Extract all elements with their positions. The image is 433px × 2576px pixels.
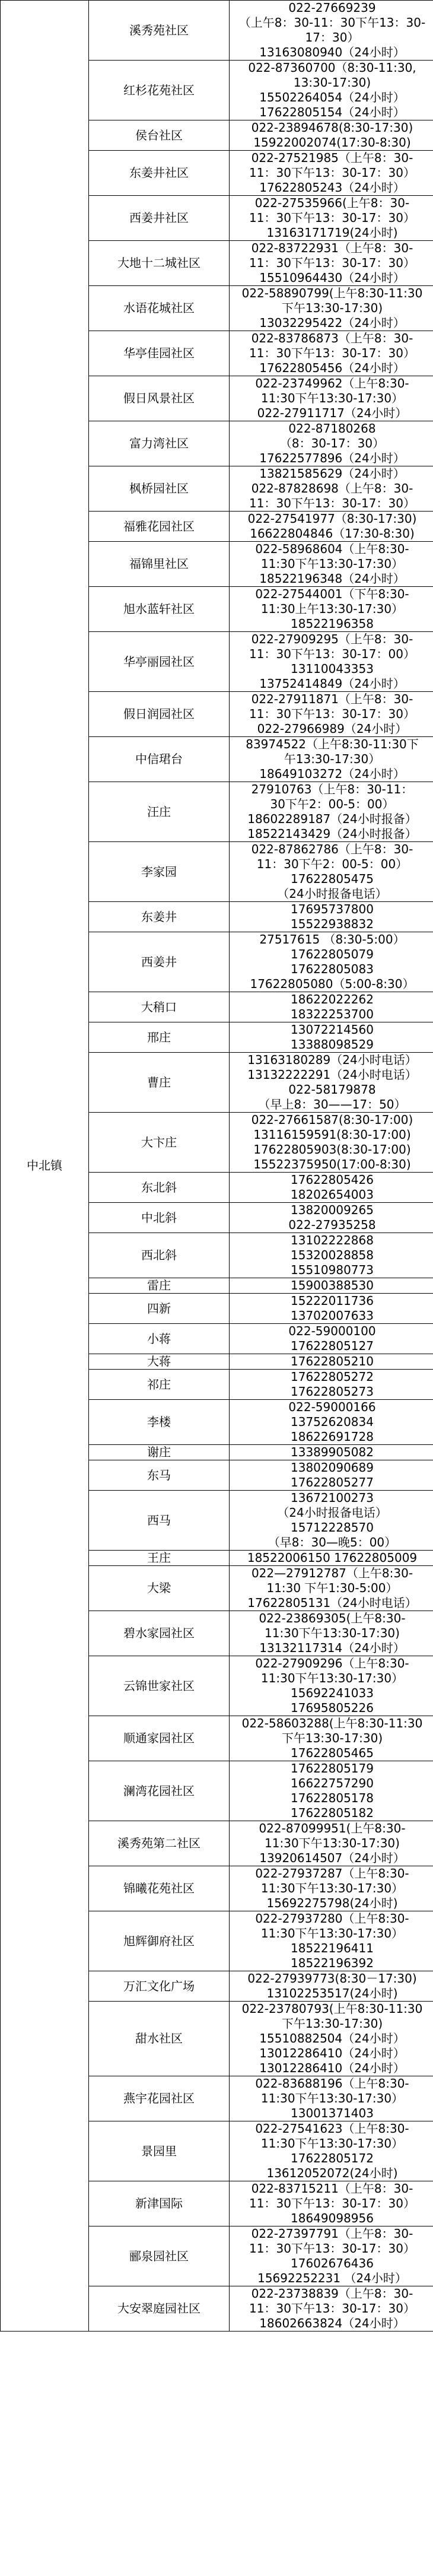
community-name-cell: 大安翠庭园社区: [89, 2286, 230, 2332]
contact-line: 18602289187（24小时报备）: [247, 812, 417, 826]
contact-line: 17622577896（24小时）: [259, 451, 405, 465]
community-name-cell: 郦泉园社区: [89, 2226, 230, 2286]
contact-phone-cell: [230, 842, 433, 902]
contact-phone-cell: [230, 1, 433, 61]
contact-line: 15222011736: [291, 1294, 374, 1308]
contact-line: 022-27935258: [288, 1218, 376, 1232]
contact-line: 022-23738839（上午8：30-: [251, 2286, 413, 2301]
community-name-cell: 景园里: [89, 2121, 230, 2181]
contact-line: 022-87180268: [288, 421, 376, 436]
contact-line: （24小时报备电话）: [277, 1505, 387, 1520]
contact-line: 17622805475: [291, 872, 374, 886]
contact-line: 18522143429（24小时报备）: [247, 827, 417, 841]
contact-line: 17622805154（24小时）: [259, 105, 405, 119]
contact-line: 022-23869305(上午8:30-: [259, 1611, 406, 1625]
contact-phone-cell: [230, 1460, 433, 1491]
contact-line: 18202654003: [291, 1187, 374, 1202]
contact-line: 15510882504（24小时）: [259, 2031, 405, 2045]
contact-line: 18622691728: [291, 1430, 374, 1444]
contact-line: 30下午2：00-5：00）: [270, 797, 394, 811]
contact-line: 11：30下午13：30-17：30）: [249, 2241, 415, 2256]
contact-phone-cell: [230, 196, 433, 241]
contact-phone-cell: [230, 241, 433, 286]
community-name-cell: 旭辉御府社区: [89, 1911, 230, 1971]
contact-line: 17622805456（24小时）: [259, 361, 405, 375]
contact-line: 11：30下午13：30-17：30）: [249, 2301, 415, 2315]
community-name-cell: 新津国际: [89, 2181, 230, 2226]
contact-line: 18602663824（24小时）: [259, 2316, 405, 2330]
contact-phone-cell: [230, 1911, 433, 1971]
contact-line: 022-87862786（上午8：30-: [251, 842, 413, 856]
contact-phone-cell: [230, 782, 433, 842]
community-name-cell: 云锦世家社区: [89, 1656, 230, 1716]
contact-line: 13820009265: [291, 1203, 374, 1217]
contact-line: 13:30-17:30): [293, 75, 371, 90]
contact-phone-cell: [230, 1324, 433, 1354]
contact-line: 11：30下午13：30-17：30）: [249, 256, 415, 270]
community-name-cell: 红杉花苑社区: [89, 61, 230, 120]
community-name-cell: 东姜井: [89, 902, 230, 932]
contact-phone-cell: [230, 1294, 433, 1324]
contact-line: 022-27521985（上午8：30-: [251, 151, 413, 165]
contact-line: 17622805272: [291, 1370, 374, 1384]
community-name-cell: 祁庄: [89, 1370, 230, 1400]
contact-line: 15922002074(17:30-8:30): [253, 135, 411, 150]
contact-line: 15502264054（24小时）: [259, 90, 405, 104]
contact-line: 13110043353: [291, 662, 374, 676]
contact-line: 17622805127: [291, 1339, 374, 1353]
contact-line: 17695805226: [291, 1701, 374, 1715]
contact-line: 13389905082: [291, 1445, 374, 1459]
contact-line: 022-58603288(上午8:30-11:30: [241, 1716, 423, 1730]
contact-line: 15510980773: [291, 1263, 374, 1277]
community-name-cell: 大梁: [89, 1566, 230, 1611]
contact-line: 022-87828698（上午8：30-: [251, 481, 413, 495]
contact-line: 022-27541623（上午8:30-: [255, 2121, 409, 2136]
contact-line: 13072214560: [291, 1022, 374, 1037]
contact-line: 13001371403: [291, 2106, 374, 2120]
community-name-cell: 甜水社区: [89, 2002, 230, 2076]
community-name-cell: 水语花城社区: [89, 286, 230, 331]
contact-line: 18649098956: [291, 2211, 374, 2225]
contact-line: 17622805182: [291, 1806, 374, 1820]
contact-line: 022-27966989（24小时）: [257, 722, 407, 736]
contact-line: 022-27909295（上午8：30-: [251, 632, 413, 646]
contact-line: 17：30）: [305, 30, 359, 45]
contact-phone-cell: [230, 1113, 433, 1173]
contact-line: 15712228570: [291, 1520, 374, 1535]
contact-line: 022-59000166: [288, 1400, 376, 1414]
contact-line: 13163180289（24小时电话）: [247, 1053, 417, 1067]
contact-line: 11:30上午13:30-17:30）: [260, 602, 404, 616]
contact-line: 11:30下午13:30-17:30): [265, 1626, 400, 1640]
contact-phone-cell: [230, 1278, 433, 1294]
contact-line: 022—27912787（上午8:30-: [251, 1566, 413, 1580]
contact-line: 11:30下午13:30-17:30）: [260, 2136, 404, 2151]
contact-line: 15522375950(17:00-8:30): [253, 1157, 411, 1171]
community-name-cell: 燕宇花园社区: [89, 2076, 230, 2121]
contact-line: （上午8：30-11：30下午13：30-: [238, 15, 426, 30]
contact-line: 17622805465: [291, 1746, 374, 1760]
contact-line: 午13:30-17:30）: [284, 752, 381, 766]
contact-line: 15510964430（24小时）: [259, 271, 405, 285]
contact-line: 022-27397791（上午8：30-: [251, 2226, 413, 2241]
contact-line: 13672100273: [291, 1491, 374, 1505]
contact-line: 15320028858: [291, 1248, 374, 1262]
contact-line: 022-27939773(8:30－17:30): [247, 1971, 417, 1986]
contact-phone-cell: [230, 1370, 433, 1400]
contact-line: 13388098529: [291, 1037, 374, 1052]
community-name-cell: 福雅花园社区: [89, 512, 230, 542]
contact-line: 022-23894678(8:30-17:30): [251, 120, 413, 135]
contact-line: 13821585629（24小时）: [259, 466, 405, 481]
community-name-cell: 西姜井: [89, 932, 230, 992]
contact-line: 022-27909296（上午8:30-: [255, 1656, 409, 1670]
contact-line: 022-83688196（上午8:30-: [255, 2076, 409, 2091]
contact-line: 11：30下午2：00-5：00）: [256, 857, 408, 871]
contact-phone-cell: [230, 1354, 433, 1370]
contact-line: 11:30下午13:30-17:30）: [260, 391, 404, 405]
contact-phone-cell: [230, 331, 433, 376]
community-name-cell: 假日风景社区: [89, 376, 230, 421]
community-name-cell: 碧水家园社区: [89, 1611, 230, 1656]
community-name-cell: 枫桥园社区: [89, 466, 230, 512]
contact-phone-cell: [230, 1445, 433, 1460]
contact-line: 11：30下午13：30-17：30）: [249, 346, 415, 360]
contact-line: 13132117314（24小时）: [259, 1641, 405, 1655]
community-name-cell: 东北斜: [89, 1173, 230, 1203]
community-name-cell: 溪秀苑社区: [89, 1, 230, 61]
contact-line: 13102253517(24小时): [266, 1986, 398, 2000]
contact-line: 022-83722931（上午8：30-: [251, 241, 413, 255]
contact-line: 15692252231 （24小时）: [257, 2271, 407, 2285]
contact-line: 11:30下午13:30-17:30）: [260, 1926, 404, 1940]
community-name-cell: 大卞庄: [89, 1113, 230, 1173]
contact-phone-cell: [230, 1656, 433, 1716]
community-name-cell: 雷庄: [89, 1278, 230, 1294]
contact-line: 11：30下午13：30-17：30）: [249, 166, 415, 180]
contact-line: 18522006150 17622805009: [247, 1551, 418, 1565]
contact-line: 11:30下午13:30-17:30）: [260, 1881, 404, 1895]
contact-line: 022-27544001（下午8:30-: [255, 587, 409, 601]
contact-phone-cell: [230, 932, 433, 992]
community-name-cell: 王庄: [89, 1551, 230, 1566]
contact-phone-cell: [230, 286, 433, 331]
contact-line: 17622805080（5:00-8:30）: [250, 977, 415, 991]
contact-phone-cell: [230, 61, 433, 120]
community-name-cell: 曹庄: [89, 1053, 230, 1113]
contact-phone-cell: [230, 466, 433, 512]
contact-line: 022-58179878: [288, 1082, 376, 1097]
community-name-cell: 富力湾社区: [89, 421, 230, 466]
community-name-cell: 旭水蓝轩社区: [89, 587, 230, 632]
community-name-cell: 顺通家园社区: [89, 1716, 230, 1761]
contact-line: 18322253700: [291, 1007, 374, 1021]
contact-line: 17622805243（24小时）: [259, 180, 405, 195]
contact-phone-cell: [230, 692, 433, 737]
contact-phone-cell: [230, 120, 433, 151]
contact-line: 13702007633: [291, 1308, 374, 1323]
contact-line: 022-23780793(上午8:30-11:30: [241, 2002, 423, 2016]
contact-line: 16622757290: [291, 1776, 374, 1790]
community-name-cell: 西北斜: [89, 1233, 230, 1278]
contact-phone-cell: [230, 2002, 433, 2076]
community-name-cell: 中信珺台: [89, 737, 230, 782]
contact-line: 16622804846（17:30-8:30): [250, 526, 415, 541]
contact-line: 13612052072(24小时): [266, 2166, 398, 2180]
community-name-cell: 中北斜: [89, 1203, 230, 1233]
contact-line: 11:30下午13:30-17:30）: [260, 557, 404, 571]
contact-line: 11:30 下午1:30-5:00）: [266, 1581, 398, 1595]
contact-line: 15692241033: [291, 1686, 374, 1700]
contact-line: 18649103272（24小时）: [259, 767, 405, 781]
community-name-cell: 汪庄: [89, 782, 230, 842]
contact-line: 27910763（上午8：30-11：: [251, 782, 413, 796]
contact-line: 下午13:30-17:30): [281, 2016, 383, 2031]
contact-line: 022-27911717（24小时）: [257, 406, 407, 420]
community-name-cell: 侯台社区: [89, 120, 230, 151]
community-name-cell: 李家园: [89, 842, 230, 902]
contact-line: 022-87360700（8:30-11:30,: [248, 61, 416, 75]
contact-line: 022-27937280（上午8:30-: [255, 1911, 409, 1926]
contact-line: 13116159591(8:30-17:00): [253, 1127, 411, 1142]
contact-phone-cell: [230, 1566, 433, 1611]
community-name-cell: 小蒋: [89, 1324, 230, 1354]
contact-phone-cell: [230, 1866, 433, 1911]
contact-phone-cell: [230, 542, 433, 587]
community-name-cell: 福锦里社区: [89, 542, 230, 587]
contact-line: 15692275798(24小时): [266, 1896, 398, 1910]
table-body: [1, 1, 433, 2332]
contact-line: 15900388530: [291, 1278, 374, 1292]
contact-phone-cell: [230, 2121, 433, 2181]
contact-line: 022-83786873（上午8：30-: [251, 331, 413, 345]
contact-line: 13752620834: [291, 1415, 374, 1429]
contact-phone-cell: [230, 1971, 433, 2002]
contact-line: （8：30-17：30）: [279, 436, 385, 450]
contact-line: 17622805131（24小时电话）: [247, 1596, 417, 1610]
contact-line: 17622805079: [291, 947, 374, 961]
contact-line: 18522196411: [291, 1941, 374, 1955]
community-name-cell: 华亭佳园社区: [89, 331, 230, 376]
contact-phone-cell: [230, 2181, 433, 2226]
contact-line: 13163080940（24小时）: [259, 45, 405, 59]
contact-line: 022-27541977（8:30-17:30): [247, 512, 417, 526]
contact-phone-cell: [230, 421, 433, 466]
contact-phone-cell: [230, 1022, 433, 1053]
contact-line: 17695737800: [291, 902, 374, 916]
contact-phone-cell: [230, 2226, 433, 2286]
contact-line: 022-27669239: [288, 1, 376, 15]
contact-phone-cell: [230, 632, 433, 692]
contact-phone-cell: [230, 587, 433, 632]
contact-line: 17622805903(8:30-17:00): [253, 1142, 411, 1157]
contact-line: 17622805179: [291, 1761, 374, 1775]
contact-line: 18522196348（24小时）: [259, 571, 405, 586]
contact-phone-cell: [230, 1053, 433, 1113]
contact-phone-cell: [230, 902, 433, 932]
contact-line: 022-27937287（上午8:30-: [255, 1866, 409, 1881]
contact-line: 022-58968604（上午8:30-: [255, 542, 409, 556]
contact-phone-cell: [230, 2286, 433, 2332]
community-name-cell: 溪秀苑第二社区: [89, 1821, 230, 1866]
contact-phone-cell: [230, 2076, 433, 2121]
contact-line: 11:30下午13:30-17:30）: [260, 2091, 404, 2105]
contact-line: 022-83715211（上午8：30-: [251, 2181, 413, 2196]
community-name-cell: 西姜井社区: [89, 196, 230, 241]
contact-line: 17622805083: [291, 962, 374, 976]
contact-line: （早8：30—晚5：00）: [268, 1535, 397, 1549]
community-name-cell: 锦曦花苑社区: [89, 1866, 230, 1911]
contact-line: 下午13:30-17:30): [281, 301, 383, 315]
contact-line: 13032295422（24小时）: [259, 316, 405, 330]
contact-line: 13012286410（24小时）: [259, 2046, 405, 2060]
contact-phone-cell: [230, 1821, 433, 1866]
community-name-cell: 东姜井社区: [89, 151, 230, 196]
community-name-cell: 东马: [89, 1460, 230, 1491]
contact-line: 17602676436: [291, 2256, 374, 2270]
town-name-cell: 中北镇: [1, 1, 89, 2332]
contact-line: 11：30下午13：30-17：30）: [249, 2196, 415, 2210]
contact-line: 11：30下午13：30-17：30）: [249, 707, 415, 721]
community-name-cell: 万汇文化广场: [89, 1971, 230, 2002]
contact-phone-cell: [230, 1761, 433, 1821]
community-name-cell: 大蒋: [89, 1354, 230, 1370]
community-name-cell: 四新: [89, 1294, 230, 1324]
contact-line: 022-27535966(上午8：30-: [254, 196, 410, 210]
contact-phone-cell: [230, 1551, 433, 1566]
contact-line: 17622805426: [291, 1173, 374, 1187]
contact-line: 17622805172: [291, 2151, 374, 2165]
contact-line: 13102222868: [291, 1233, 374, 1247]
contact-phone-cell: [230, 992, 433, 1022]
community-name-cell: 邢庄: [89, 1022, 230, 1053]
contact-line: 27517615 （8:30-5:00）: [259, 932, 405, 946]
contact-line: 11:30下午13:30-17:30): [265, 1836, 400, 1850]
community-name-cell: 西马: [89, 1491, 230, 1551]
contact-line: 13012286410（24小时）: [259, 2061, 405, 2075]
contact-phone-cell: [230, 1173, 433, 1203]
contact-phone-cell: [230, 1203, 433, 1233]
contact-line: 13132222291（24小时电话）: [247, 1068, 417, 1082]
contact-line: 022-27661587(8:30-17:00): [251, 1113, 413, 1127]
community-name-cell: 李楼: [89, 1400, 230, 1445]
contact-phone-cell: [230, 1400, 433, 1445]
contact-phone-cell: [230, 151, 433, 196]
contact-line: 022-23749962（上午8:30-: [255, 376, 409, 390]
contact-line: 下午13:30-17:30): [281, 1731, 383, 1745]
contact-line: 18522196392: [291, 1956, 374, 1970]
contact-line: 17622805178: [291, 1791, 374, 1805]
contact-phone-cell: [230, 376, 433, 421]
contact-line: 022-27911871（上午8：30-: [251, 692, 413, 706]
contact-phone-cell: [230, 1611, 433, 1656]
contact-phone-cell: [230, 1716, 433, 1761]
contact-line: 022-59000100: [288, 1324, 376, 1338]
contact-line: 17622805277: [291, 1475, 374, 1489]
contact-phone-cell: [230, 737, 433, 782]
contact-phone-cell: [230, 1491, 433, 1551]
community-name-cell: 谢庄: [89, 1445, 230, 1460]
contact-line: 13920614507（24小时）: [259, 1851, 405, 1865]
community-name-cell: 大稍口: [89, 992, 230, 1022]
contact-line: 11:30下午13:30-17:30）: [260, 1671, 404, 1685]
contact-line: 18522196358: [291, 617, 374, 631]
table-row: [1, 1, 433, 61]
contact-line: 13752414849（24小时）: [259, 676, 405, 691]
contact-line: 022-58890799(上午8:30-11:30: [241, 286, 423, 300]
contact-line: 83974522（上午8:30-11:30下: [246, 737, 419, 751]
contact-line: 11：30下午13：30-17：30）: [249, 496, 415, 510]
contact-line: （24小时报备电话）: [277, 887, 387, 901]
contact-line: 11：30下午13：30-17：00）: [249, 647, 415, 661]
contact-line: 022-87099951(上午8:30-: [259, 1821, 406, 1835]
contact-line: 17622805273: [291, 1384, 374, 1399]
community-name-cell: 华亭丽园社区: [89, 632, 230, 692]
contact-line: 15522938832: [291, 917, 374, 931]
contact-line: 11：30下午13：30-17：30）: [249, 211, 415, 225]
contact-line: 13802090689: [291, 1460, 374, 1475]
contact-line: 13163171719(24小时): [266, 225, 398, 240]
contact-line: （早上8：30——17：50）: [258, 1097, 406, 1111]
contact-phone-cell: [230, 512, 433, 542]
community-name-cell: 大地十二城社区: [89, 241, 230, 286]
contact-line: 18622022262: [291, 992, 374, 1006]
community-name-cell: 澜湾花园社区: [89, 1761, 230, 1821]
contact-line: 17622805210: [291, 1354, 374, 1368]
contact-phone-cell: [230, 1233, 433, 1278]
community-name-cell: 假日润园社区: [89, 692, 230, 737]
